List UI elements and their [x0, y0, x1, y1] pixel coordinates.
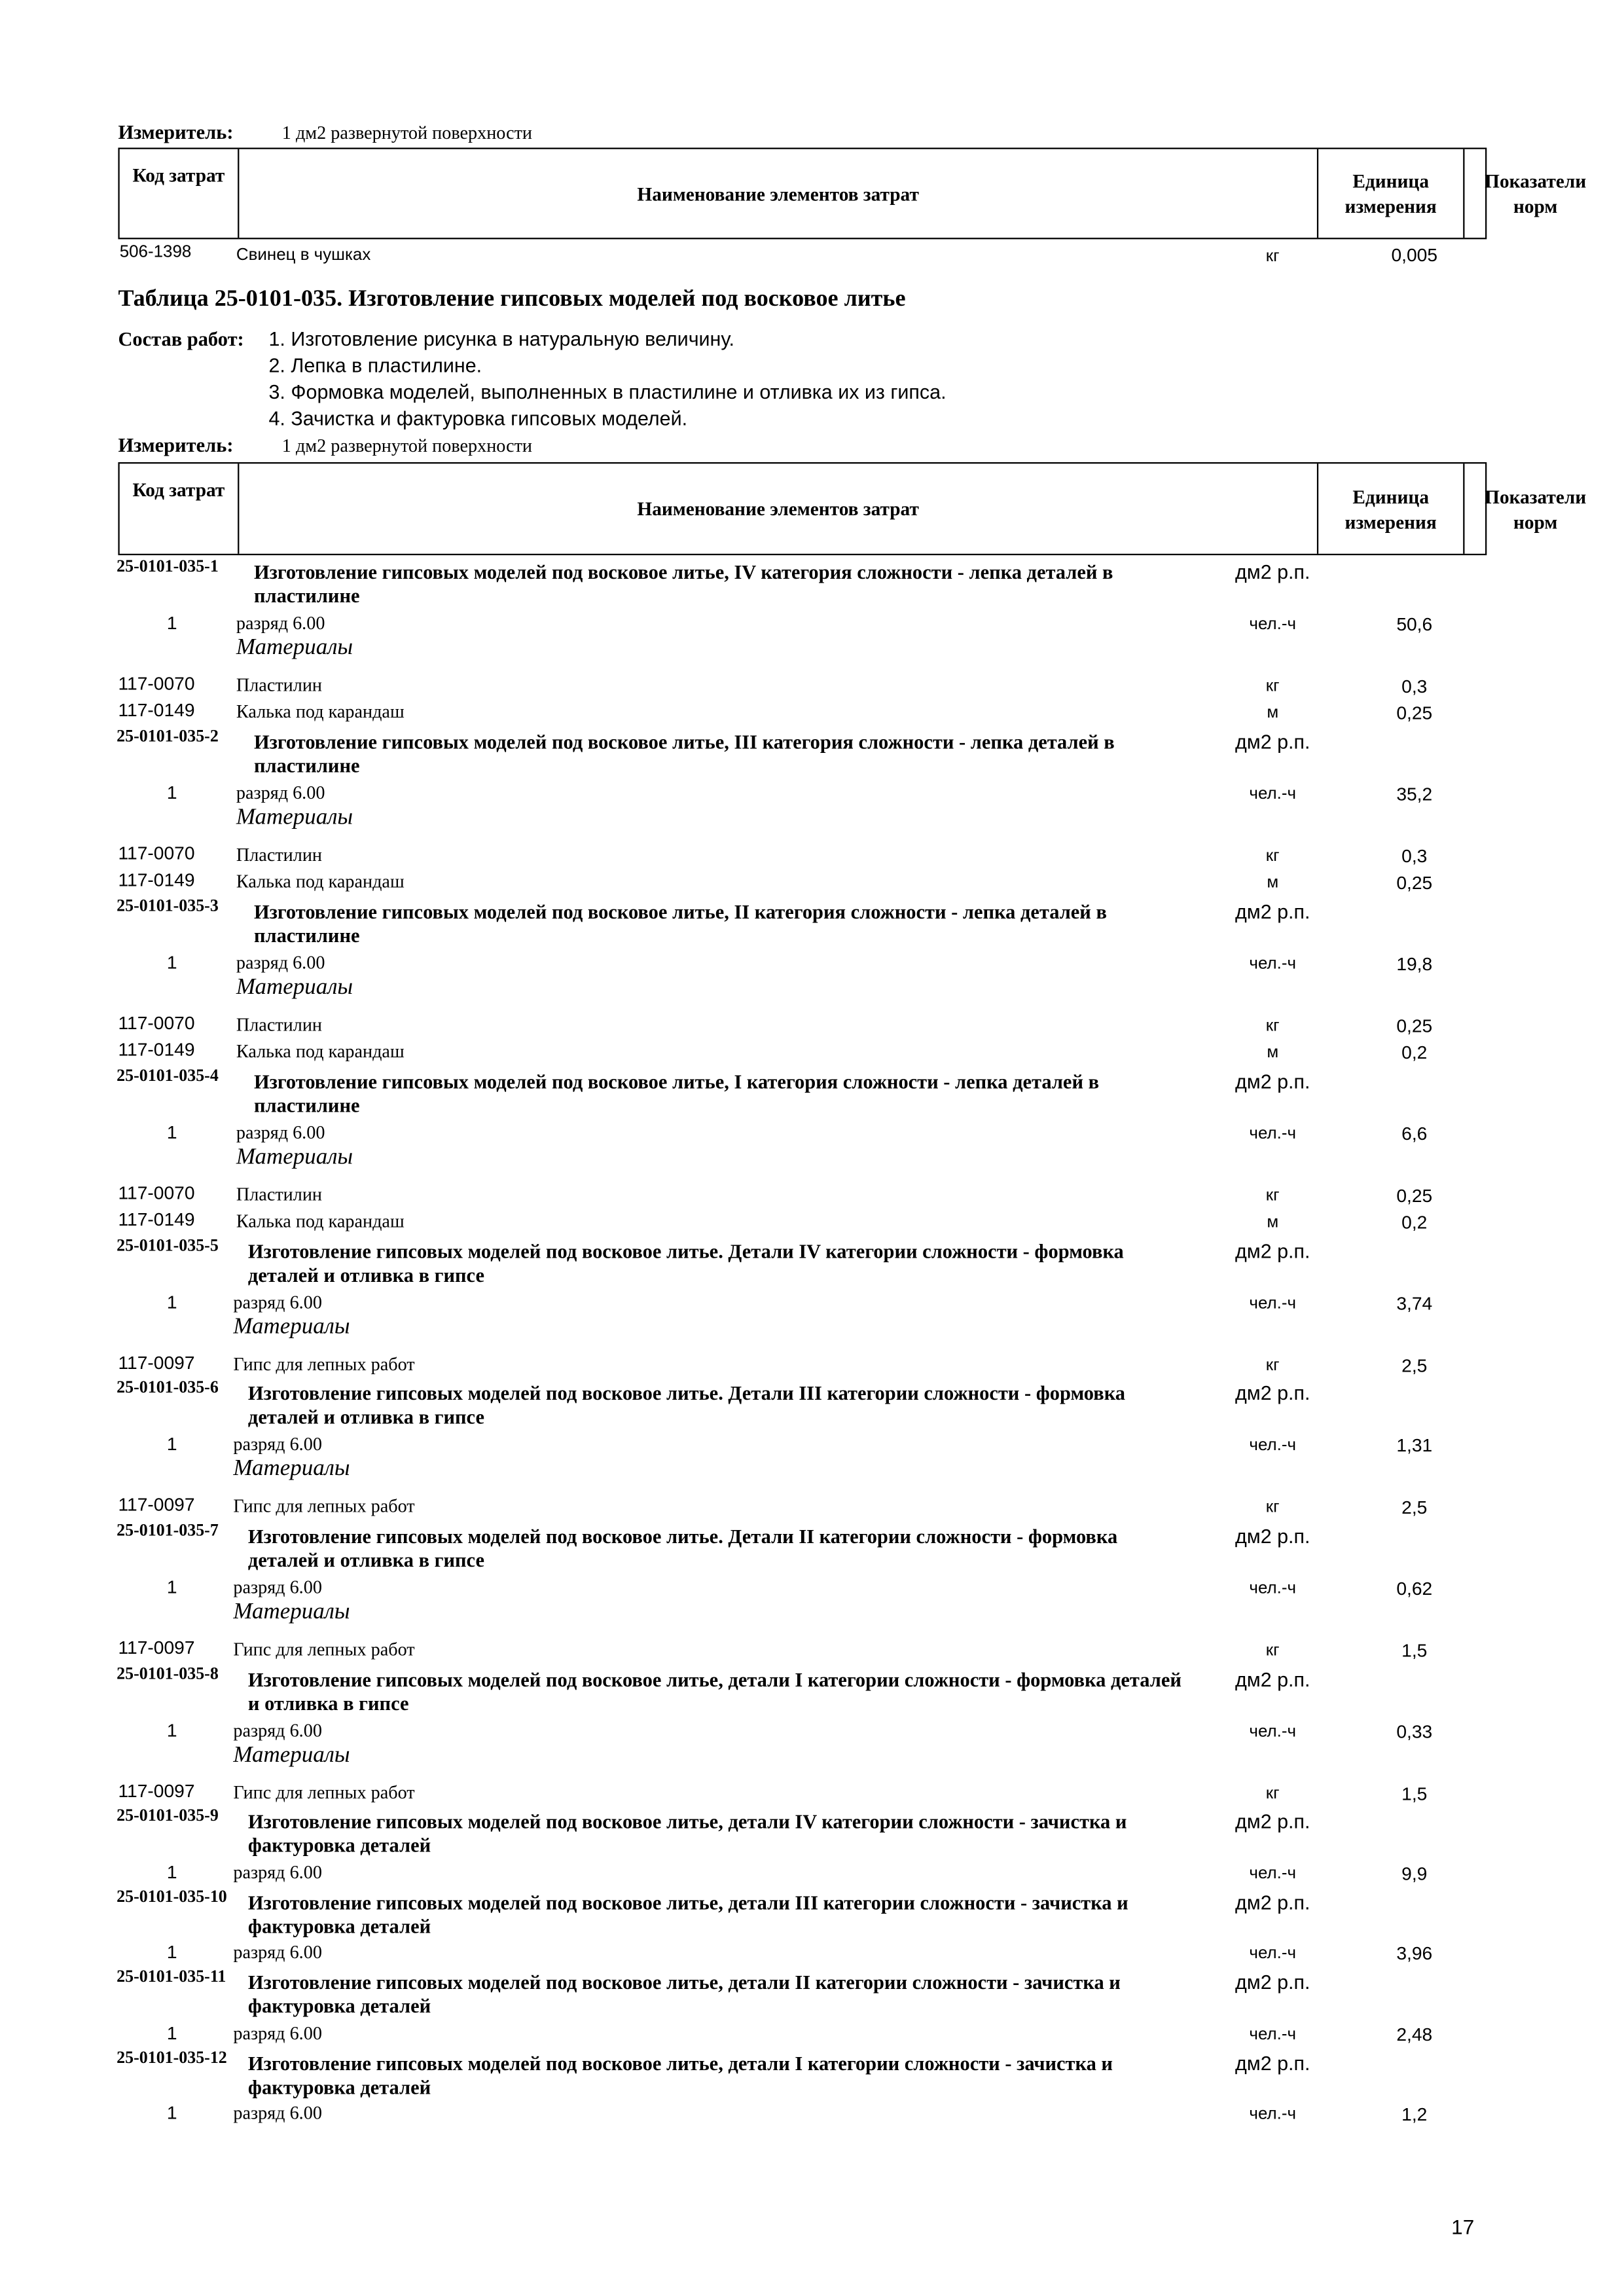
table-header	[118, 462, 1587, 555]
row-unit: дм2 р.п.	[1235, 561, 1310, 583]
row-code: 25-0101-035-9	[117, 1807, 219, 1825]
row-code: 1	[166, 1941, 177, 1963]
row-unit: кг	[1265, 1785, 1280, 1803]
row-code: 117-0149	[118, 1039, 195, 1061]
row-unit: м	[1267, 874, 1279, 892]
header-name: Наименование элементов затрат	[238, 464, 1317, 554]
row-value: 3,96	[1396, 1943, 1433, 1964]
row-code: 117-0149	[118, 1209, 195, 1230]
row-unit: кг	[1265, 1499, 1280, 1517]
row-name: Калька под карандаш	[236, 871, 405, 892]
row-value: 0,2	[1401, 1212, 1428, 1233]
row-name: Пластилин	[236, 845, 323, 866]
row-code: 117-0097	[118, 1494, 195, 1516]
header-code: Код затрат	[132, 478, 225, 501]
row-code: 117-0070	[118, 1182, 195, 1204]
row-name: Гипс для лепных работ	[233, 1782, 415, 1803]
row-code: 1	[166, 1720, 177, 1741]
row-name: разряд 6.00	[233, 1292, 322, 1313]
row-code: 117-0070	[118, 843, 195, 864]
row-unit: кг	[1265, 1357, 1280, 1375]
row-unit: чел.-ч	[1249, 1723, 1297, 1741]
row-unit: дм2 р.п.	[1235, 2052, 1310, 2075]
row-value: 0,25	[1396, 1015, 1433, 1037]
row-code: 25-0101-035-7	[117, 1522, 219, 1540]
row-value: 0,33	[1396, 1721, 1433, 1743]
row-name: Изготовление гипсовых моделей под восковое литье, II категория сложности - лепка деталей в пластилине	[253, 900, 1107, 947]
row-unit: дм2 р.п.	[1235, 1668, 1310, 1691]
row-value: 6,6	[1401, 1123, 1428, 1145]
row-name: Калька под карандаш	[236, 1041, 405, 1062]
row-code: 25-0101-035-8	[117, 1666, 219, 1684]
row-unit: чел.-ч	[1249, 2026, 1297, 2044]
row-code: 117-0149	[118, 700, 195, 721]
row-name: Изготовление гипсовых моделей под восковое литье, I категория сложности - лепка деталей в пластилине	[253, 1070, 1100, 1117]
row-unit: дм2 р.п.	[1235, 731, 1310, 754]
work-item: 3. Формовка моделей, выполненных в пластилине и отливка их из гипса.	[268, 380, 947, 403]
row-value: 0,3	[1401, 676, 1428, 697]
row-unit: дм2 р.п.	[1235, 1525, 1310, 1548]
row-value: 0,25	[1396, 873, 1433, 894]
row-value: 0,2	[1401, 1042, 1428, 1063]
row-code: 25-0101-035-5	[117, 1237, 219, 1256]
row-code: 1	[166, 1292, 177, 1313]
row-name: разряд 6.00	[233, 1720, 322, 1741]
row-unit: кг	[1265, 678, 1280, 696]
row-name: Изготовление гипсовых моделей под восковое литье, детали I категории сложности - зачистка и фактуровка деталей	[247, 2052, 1113, 2099]
row-value: 3,74	[1396, 1293, 1433, 1315]
row-code: 117-0070	[118, 673, 195, 695]
row-name: Калька под карандаш	[236, 1211, 405, 1232]
top-row-name: Свинец в чушках	[236, 246, 371, 264]
row-value: 1,2	[1401, 2104, 1428, 2125]
materials-heading: Материалы	[236, 805, 353, 830]
work-item: 2. Лепка в пластилине.	[268, 354, 482, 377]
row-code: 1	[166, 2102, 177, 2124]
top-header-unit: Единица измерения	[1317, 149, 1463, 238]
row-unit: чел.-ч	[1249, 955, 1297, 974]
row-code: 25-0101-035-12	[117, 2049, 227, 2068]
row-code: 25-0101-035-10	[117, 1888, 227, 1906]
table-title: Таблица 25-0101-035. Изготовление гипсовых моделей под восковое литье	[118, 286, 906, 312]
row-name: Изготовление гипсовых моделей под восковое литье, детали IV категории сложности - зачистка и фактуровка деталей	[247, 1810, 1127, 1857]
row-name: Гипс для лепных работ	[233, 1495, 415, 1517]
row-code: 1	[166, 1122, 177, 1143]
row-value: 2,5	[1401, 1497, 1428, 1518]
row-name: Пластилин	[236, 1184, 323, 1205]
row-code: 1	[166, 1862, 177, 1883]
materials-heading: Материалы	[233, 1455, 350, 1482]
row-code: 117-0149	[118, 869, 195, 891]
row-unit: чел.-ч	[1249, 615, 1297, 634]
row-name: Изготовление гипсовых моделей под восковое литье, IV категория сложности - лепка деталей в пластилине	[253, 561, 1113, 608]
row-unit: дм2 р.п.	[1235, 1240, 1310, 1263]
row-name: Гипс для лепных работ	[233, 1354, 415, 1375]
top-meter-label: Измеритель:	[118, 120, 234, 143]
row-code: 1	[166, 2023, 177, 2044]
work-item: 4. Зачистка и фактуровка гипсовых моделей.	[268, 407, 688, 430]
row-value: 0,25	[1396, 1186, 1433, 1207]
row-value: 0,25	[1396, 702, 1433, 724]
row-unit: дм2 р.п.	[1235, 1810, 1310, 1833]
materials-heading: Материалы	[233, 1742, 350, 1768]
row-value: 9,9	[1401, 1863, 1428, 1885]
row-name: Гипс для лепных работ	[233, 1639, 415, 1660]
row-unit: чел.-ч	[1249, 1125, 1297, 1143]
row-code: 25-0101-035-1	[117, 558, 219, 576]
materials-heading: Материалы	[233, 1314, 350, 1339]
row-name: разряд 6.00	[236, 952, 325, 974]
row-unit: кг	[1265, 1642, 1280, 1660]
row-value: 1,5	[1401, 1640, 1428, 1662]
header-norm: Показатели норм	[1463, 464, 1606, 554]
row-unit: кг	[1265, 1017, 1280, 1036]
row-code: 117-0070	[118, 1013, 195, 1034]
row-name: разряд 6.00	[236, 613, 325, 634]
row-unit: чел.-ч	[1249, 1436, 1297, 1455]
row-unit: дм2 р.п.	[1235, 1382, 1310, 1404]
row-code: 1	[166, 952, 177, 974]
work-item: 1. Изготовление рисунка в натуральную величину.	[268, 327, 735, 350]
materials-heading: Материалы	[236, 634, 353, 661]
row-name: разряд 6.00	[233, 1941, 322, 1963]
row-name: разряд 6.00	[236, 1122, 325, 1143]
row-value: 19,8	[1396, 954, 1433, 975]
row-name: разряд 6.00	[233, 2023, 322, 2044]
row-name: разряд 6.00	[236, 782, 325, 803]
row-name: разряд 6.00	[233, 1862, 322, 1883]
materials-heading: Материалы	[236, 1144, 353, 1170]
row-code: 25-0101-035-11	[117, 1968, 226, 1986]
row-name: разряд 6.00	[233, 2102, 322, 2124]
row-unit: чел.-ч	[1249, 1580, 1297, 1598]
row-name: разряд 6.00	[233, 1576, 322, 1598]
top-header-name: Наименование элементов затрат	[238, 149, 1317, 238]
row-code: 1	[166, 1576, 177, 1598]
top-row-value: 0,005	[1391, 245, 1438, 266]
materials-heading: Материалы	[236, 974, 353, 1000]
row-value: 1,31	[1396, 1435, 1433, 1456]
row-value: 35,2	[1396, 784, 1433, 805]
row-name: Изготовление гипсовых моделей под восковое литье, III категория сложности - лепка деталей в пластилине	[253, 731, 1115, 777]
row-name: Изготовление гипсовых моделей под восковое литье, детали I категории сложности - формовка деталей и отливка в гипсе	[247, 1668, 1182, 1715]
row-unit: чел.-ч	[1249, 1944, 1297, 1963]
top-header-code: Код затрат	[132, 164, 225, 187]
row-code: 1	[166, 782, 177, 803]
materials-heading: Материалы	[233, 1599, 350, 1625]
row-unit: дм2 р.п.	[1235, 1070, 1310, 1093]
row-unit: чел.-ч	[1249, 1295, 1297, 1313]
row-unit: кг	[1265, 1187, 1280, 1205]
row-code: 117-0097	[118, 1781, 195, 1802]
row-unit: дм2 р.п.	[1235, 1971, 1310, 1994]
meter-value: 1 дм2 развернутой поверхности	[281, 435, 533, 456]
row-unit: дм2 р.п.	[1235, 1891, 1310, 1914]
row-code: 25-0101-035-6	[117, 1379, 219, 1397]
row-name: Изготовление гипсовых моделей под восковое литье. Детали IV категории сложности - формовка деталей и отливка в гипсе	[247, 1240, 1124, 1286]
top-row-unit: кг	[1265, 247, 1280, 266]
row-name: Изготовление гипсовых моделей под восковое литье. Детали II категории сложности - формовка деталей и отливка в гипсе	[247, 1525, 1118, 1571]
meter-label: Измеритель:	[118, 434, 234, 456]
row-value: 2,48	[1396, 2024, 1433, 2045]
row-unit: чел.-ч	[1249, 1865, 1297, 1883]
row-unit: м	[1267, 704, 1279, 722]
row-code: 25-0101-035-2	[117, 727, 219, 746]
row-code: 117-0097	[118, 1637, 195, 1658]
top-meter-value: 1 дм2 развернутой поверхности	[281, 122, 533, 143]
row-value: 1,5	[1401, 1783, 1428, 1805]
row-name: Пластилин	[236, 674, 323, 696]
row-unit: дм2 р.п.	[1235, 900, 1310, 923]
row-code: 25-0101-035-4	[117, 1067, 219, 1085]
row-code: 25-0101-035-3	[117, 898, 219, 916]
top-row-code: 506-1398	[119, 244, 192, 262]
work-label: Состав работ:	[118, 327, 244, 350]
row-code: 1	[166, 613, 177, 634]
row-name: Изготовление гипсовых моделей под восковое литье, детали III категории сложности - зачистка и фактуровка деталей	[247, 1891, 1128, 1938]
row-value: 2,5	[1401, 1355, 1428, 1377]
top-header-norm: Показатели норм	[1463, 149, 1606, 238]
row-name: разряд 6.00	[233, 1434, 322, 1455]
row-unit: чел.-ч	[1249, 785, 1297, 803]
row-code: 117-0097	[118, 1353, 195, 1374]
row-name: Калька под карандаш	[236, 701, 405, 722]
row-unit: кг	[1265, 847, 1280, 866]
row-unit: м	[1267, 1214, 1279, 1232]
top-table-header	[118, 148, 1587, 240]
row-value: 0,62	[1396, 1578, 1433, 1599]
row-value: 50,6	[1396, 614, 1433, 635]
header-unit: Единица измерения	[1317, 464, 1463, 554]
row-value: 0,3	[1401, 846, 1428, 867]
row-code: 1	[166, 1434, 177, 1455]
row-unit: чел.-ч	[1249, 2105, 1297, 2124]
row-unit: м	[1267, 1044, 1279, 1062]
page-number: 17	[1451, 2215, 1475, 2239]
row-name: Пластилин	[236, 1014, 323, 1036]
row-name: Изготовление гипсовых моделей под восковое литье. Детали III категории сложности - формовка деталей и отливка в гипсе	[247, 1382, 1126, 1429]
row-name: Изготовление гипсовых моделей под восковое литье, детали II категории сложности - зачистка и фактуровка деталей	[247, 1971, 1121, 2018]
